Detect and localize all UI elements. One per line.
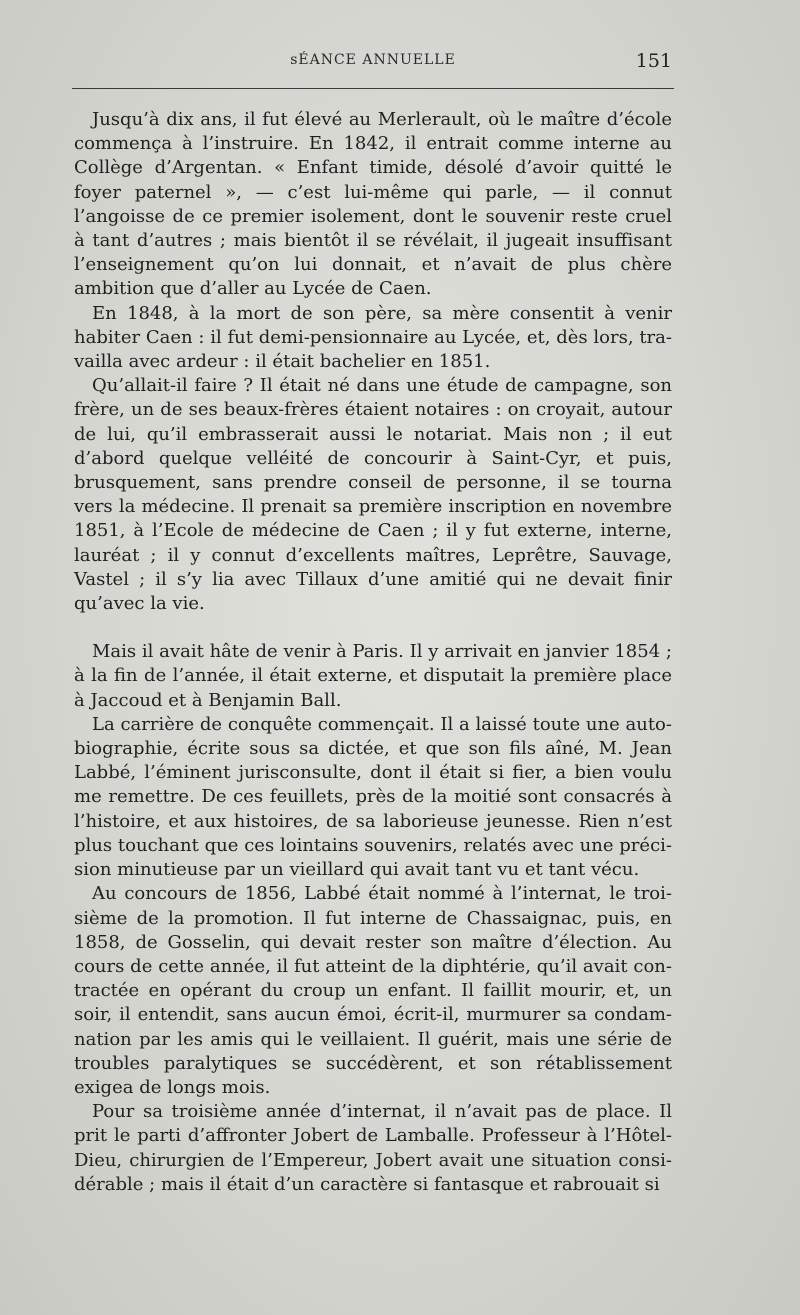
paragraph-caen-lycee: En 1848, à la mort de son père, sa mère consentit à venir habiter Caen : il fut demi-pensionnaire au Lycée, et, dès lors, travailla avec ardeur : il était bachelier en 1851. — [74, 302, 672, 373]
header-rule — [72, 88, 674, 89]
paragraph-autobiography: La carrière de conquête commençait. Il a laissé toute une autobiographie, écrite sous sa dictée, et que son fils aîné, M. Jean Labbé, l’éminent jurisconsulte, dont il était si fier, a bien voulu me remettre. De ces feuillets, près de la moitié sont consacrés à l’histoire, et aux histoires, de sa laborieuse jeunesse. Rien n’est plus touchant que ces lointains souvenirs, relatés avec une précision minutieuse par un vieillard qui avait tant vu et tant vécu. — [74, 713, 672, 881]
paragraph-childhood: Jusqu’à dix ans, il fut élevé au Merlerault, où le maître d’école commença à l’instruire. En 1842, il entrait comme interne au Collège d’Argentan. « Enfant timide, désolé d’avoir quitté le foyer paternel », — c’est lui-même qui parle, — il connut l’angoisse de ce premier isolement, dont le souvenir reste cruel à tant d’autres ; mais bientôt il se révélait, il jugeait insuffisant l’enseignement qu’on lui donnait, et n’avait de plus chère ambition que d’aller au Lycée de Caen. — [74, 109, 672, 300]
running-head — [74, 50, 672, 76]
paragraph-internat: Au concours de 1856, Labbé était nommé à l’internat, le troisième de la promotion. Il fut interne de Chassaignac, puis, en 1858, de Gosselin, qui devait rester son maître d’élection. Au cours de cette année, il fut atteint de la diphtérie, qu’il avait contractée en opérant du croup un enfant. Il faillit mourir, et, un soir, il entendit, sans aucun émoi, écrit-il, murmurer sa condamnation par les amis qui le veillaient. Il guérit, mais une série de troubles paralytiques se succédèrent, et son rétablissement exigea de longs mois. — [74, 883, 672, 1098]
page-number: 151 — [635, 50, 672, 72]
paragraph-paris-arrival: Mais il avait hâte de venir à Paris. Il y arrivait en janvier 1854 ; à la fin de l’année, il était externe, et disputait la première place à Jaccoud et à Benjamin Ball. — [74, 641, 672, 711]
paragraph-medicine-choice: Qu’allait-il faire ? Il était né dans une étude de campagne, son frère, un de ses beaux-frères étaient notaires : on croyait, autour de lui, qu’il embrasserait aussi le notariat. Mais non ; il eut d’abord quelque velléité de concourir à Saint-Cyr, et puis, brusquement, sans prendre conseil de personne, il se tourna vers la médecine. Il prenait sa première inscription en novembre 1851, à l’Ecole de médecine de Caen ; il y fut externe, interne, lauréat ; il y connut d’excellents maîtres, Leprêtre, Sauvage, Vastel ; il s’y lia avec Tillaux d’une amitié qui ne devait finir qu’avec la vie. — [74, 375, 672, 615]
running-title: ꜱÉANCE ANNUELLE — [290, 52, 456, 68]
body-text — [74, 108, 672, 1197]
paragraph-jobert: Pour sa troisième année d’internat, il n’avait pas de place. Il prit le parti d’affronter Jobert de Lamballe. Professeur à l’Hôtel-Dieu, chirurgien de l’Empereur, Jobert avait une situation considérable ; mais il était d’un caractère si fantasque et rabrouait si — [74, 1101, 672, 1195]
